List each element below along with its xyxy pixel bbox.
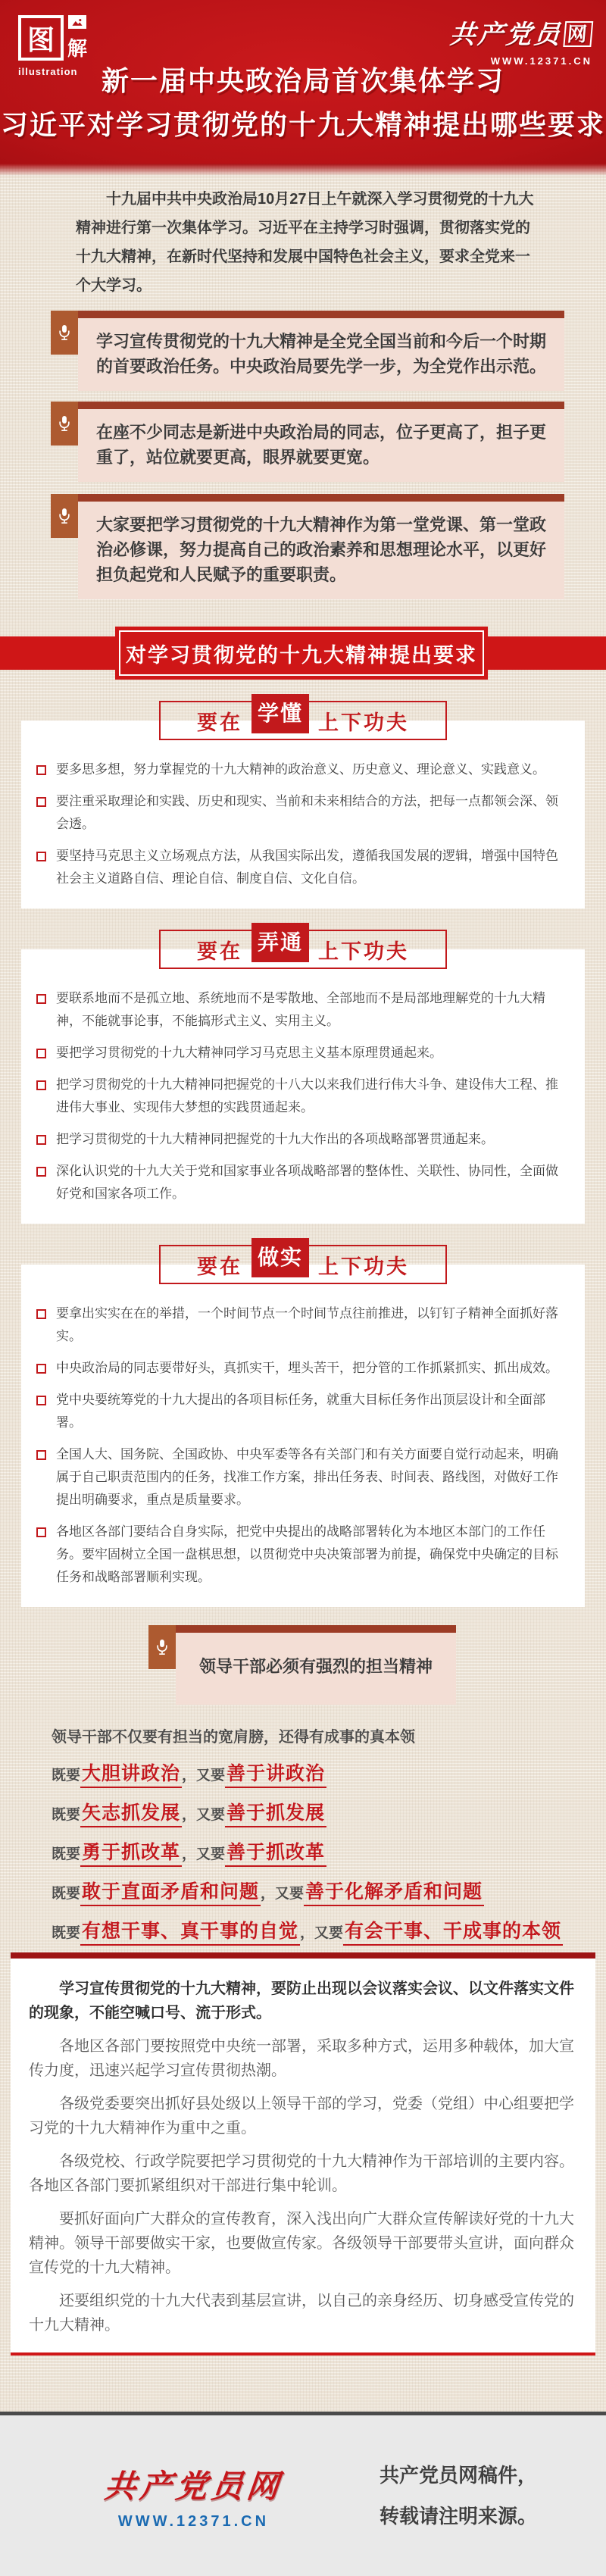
bullet-item — [36, 845, 567, 890]
footer-note-line2: 转载请注明来源。 — [380, 2505, 538, 2528]
bullet-item — [36, 1521, 567, 1589]
pair-strong-2: 有会干事、干成事的本领 — [343, 1921, 563, 1946]
bullet-square-icon — [36, 1135, 46, 1145]
bullet-square-icon — [36, 852, 46, 861]
bullet-square-icon — [36, 1080, 46, 1090]
brand-boxed-char: 网 — [563, 21, 593, 47]
bullet-item — [36, 790, 567, 836]
footer-note — [380, 2455, 537, 2537]
bullet-square-icon — [36, 1167, 46, 1177]
subsection-header-zuoshi — [159, 1245, 447, 1284]
subsection-suffix: 上下功夫 — [318, 1255, 409, 1278]
bullet-square-icon — [36, 1527, 46, 1537]
bullet-text: 要多思多想，努力掌握党的十九大精神的政治意义、历史意义、理论意义、实践意义。 — [56, 762, 545, 777]
quote-card — [51, 311, 564, 391]
page-header — [0, 0, 606, 164]
bullet-square-icon — [36, 994, 46, 1004]
pair-strong-1: 大胆讲政治 — [80, 1763, 182, 1788]
pair-strong-1: 矢志抓发展 — [80, 1802, 182, 1827]
bullet-item — [36, 1443, 567, 1512]
quote-top-bar — [78, 402, 564, 409]
logo-sub-char: 解 — [67, 37, 88, 60]
duty-lead: 领导干部不仅要有担当的宽肩膀，还得有成事的真本领 — [52, 1729, 415, 1746]
microphone-icon — [57, 414, 72, 433]
content-card — [21, 949, 585, 1224]
bullet-item — [36, 1160, 567, 1205]
bullet-text: 深化认识党的十九大关于党和国家事业各项战略部署的整体性、关联性、协同性，全面做好党和国家各项工作。 — [56, 1164, 558, 1201]
closing-paragraph: 各级党校、行政学院要把学习贯彻党的十九大精神作为干部培训的主要内容。各地区各部门要抓紧组织对干部进行集中轮训。 — [29, 2153, 574, 2194]
quote-body — [78, 402, 564, 482]
quote-body — [78, 494, 564, 599]
pair-strong-2: 善于抓改革 — [225, 1842, 326, 1867]
closing-paragraph: 各级党委要突出抓好县处级以上领导干部的学习，党委（党组）中心组要把学习党的十九大精神作为重中之重。 — [29, 2096, 574, 2137]
brand-name-text: 共产党员 — [448, 20, 564, 49]
subsection-header-xuedong — [159, 701, 447, 740]
bullet-text: 要把学习贯彻党的十九大精神同学习马克思主义基本原理贯通起来。 — [56, 1046, 442, 1060]
content-card — [21, 721, 585, 908]
pair-strong-1: 敢于直面矛盾和问题 — [80, 1881, 261, 1906]
closing-paragraph: 学习宣传贯彻党的十九大精神，要防止出现以会议落实会议、以文件落实文件的现象，不能空喊口号、流于形式。 — [29, 1980, 574, 2021]
intro-paragraph: 十九届中共中央政治局10月27日上午就深入学习贯彻党的十九大精神进行第一次集体学习。习近平在主持学习时强调，贯彻落实党的十九大精神，在新时代坚持和发展中国特色社会主义，要求全党来一个大学习。 — [76, 191, 534, 294]
bullet-square-icon — [36, 1049, 46, 1058]
duty-title: 领导干部必须有强烈的担当精神 — [176, 1633, 456, 1705]
subsection-prefix: 要在 — [196, 939, 242, 963]
bullet-square-icon — [36, 1364, 46, 1374]
footer-logo — [102, 2462, 285, 2531]
bullet-square-icon — [36, 1396, 46, 1405]
pair-strong-2: 善于化解矛盾和问题 — [304, 1881, 484, 1906]
quote-body — [176, 1625, 456, 1705]
quote-top-bar — [78, 311, 564, 318]
bullet-text: 各地区各部门要结合自身实际，把党中央提出的战略部署转化为本地区本部门的工作任务。要牢固树立全国一盘棋思想，以贯彻党中央决策部署为前提，确保党中央确定的目标任务和战略部署顺利实现。 — [56, 1524, 558, 1584]
banner-title: 对学习贯彻党的十九大精神提出要求 — [119, 630, 484, 676]
bullet-item — [36, 1074, 567, 1119]
microphone-icon-box — [51, 402, 78, 445]
duty-pair-line — [52, 1877, 606, 1904]
subsection-header-nongtong — [159, 930, 447, 969]
bullet-item — [36, 1357, 567, 1380]
subsection-suffix: 上下功夫 — [318, 939, 409, 963]
duty-pair-line — [52, 1916, 606, 1943]
bullet-item — [36, 1389, 567, 1434]
microphone-icon-box — [148, 1625, 176, 1669]
duty-pair-line — [52, 1798, 606, 1825]
brand-url: WWW.12371.CN — [490, 55, 592, 67]
pair-prefix: 既要 — [52, 1925, 81, 1941]
bullet-item — [36, 987, 567, 1033]
microphone-icon — [57, 324, 72, 342]
closing-card — [11, 1952, 595, 2356]
footer-wrap — [0, 2412, 606, 2576]
image-icon — [68, 15, 86, 29]
pair-mid: ，又要 — [182, 1846, 226, 1862]
bullet-item — [36, 1302, 567, 1348]
logo-main-char: 图 — [18, 15, 64, 61]
header-fade — [0, 164, 606, 176]
microphone-icon — [57, 507, 72, 525]
bullet-text: 全国人大、国务院、全国政协、中央军委等各有关部门和有关方面要自觉行动起来，明确属于自己职责范围内的任务，找准工作方案，排出任务表、时间表、路线图，对做好工作提出明确要求，重点是质量要求。 — [56, 1447, 558, 1507]
bullet-square-icon — [36, 797, 46, 807]
footer-brand-script: 共产党员网 — [102, 2468, 285, 2504]
bullet-square-icon — [36, 765, 46, 775]
closing-paragraph: 还要组织党的十九大代表到基层宣讲，以自己的亲身经历、切身感受宣传党的十九大精神。 — [29, 2293, 574, 2334]
bullet-text: 要注重采取理论和实践、历史和现实、当前和未来相结合的方法，把每一点都领会深、领会透。 — [56, 794, 558, 831]
duty-pair-line — [52, 1758, 606, 1786]
bullet-item — [36, 1128, 567, 1151]
duty-quote-card — [148, 1625, 456, 1705]
pair-mid: ，又要 — [261, 1886, 305, 1902]
bullet-text: 把学习贯彻党的十九大精神同把握党的十九大作出的各项战略部署贯通起来。 — [56, 1132, 494, 1146]
pair-strong-1: 勇于抓改革 — [80, 1842, 182, 1867]
footer-brand-url: WWW.12371.CN — [117, 2512, 270, 2530]
bullet-text: 党中央要统筹党的十九大提出的各项目标任务，就重大目标任务作出顶层设计和全面部署。 — [56, 1393, 545, 1430]
quote-text: 学习宣传贯彻党的十九大精神是全党全国当前和今后一个时期的首要政治任务。中央政治局要先学一步，为全党作出示范。 — [78, 318, 564, 391]
bullet-text: 要联系地而不是孤立地、系统地而不是零散地、全部地而不是局部地理解党的十九大精神，不能就事论事，不能搞形式主义、实用主义。 — [56, 991, 545, 1028]
quote-card — [51, 402, 564, 482]
pair-mid: ，又要 — [182, 1807, 226, 1823]
keyword-badge: 学懂 — [251, 694, 309, 733]
pair-strong-2: 善于抓发展 — [225, 1802, 326, 1827]
quote-text: 大家要把学习贯彻党的十九大精神作为第一堂党课、第一堂政治必修课，努力提高自己的政治素养和思想理论水平，以更好担负起党和人民赋予的重要职责。 — [78, 502, 564, 599]
quote-body — [78, 311, 564, 391]
duty-pair-line — [52, 1837, 606, 1865]
closing-paragraph: 要抓好面向广大群众的宣传教育，深入浅出向广大群众宣传解读好党的十九大精神。领导干部要做实干家，也要做宣传家。各级领导干部要带头宣讲，面向群众宣传党的十九大精神。 — [29, 2211, 574, 2276]
pair-prefix: 既要 — [52, 1807, 81, 1823]
bullet-item — [36, 758, 567, 781]
footer-note-line1: 共产党员网稿件， — [380, 2464, 538, 2487]
subsection-suffix: 上下功夫 — [318, 711, 409, 734]
bullet-text: 中央政治局的同志要带好头，真抓实干，埋头苦干，把分管的工作抓紧抓实、抓出成效。 — [56, 1361, 558, 1375]
logo-caption: illustration — [18, 66, 78, 77]
bullet-text: 把学习贯彻党的十九大精神同把握党的十八大以来我们进行伟大斗争、建设伟大工程、推进伟大事业、实现伟大梦想的实践贯通起来。 — [56, 1077, 558, 1114]
microphone-icon-box — [51, 311, 78, 355]
page-title-line2: 习近平对学习贯彻党的十九大精神提出哪些要求 — [0, 109, 605, 140]
bullet-text: 要坚持马克思主义立场观点方法，从我国实际出发，遵循我国发展的逻辑，增强中国特色社会主义道路自信、理论自信、制度自信、文化自信。 — [56, 849, 558, 886]
microphone-icon-box — [51, 494, 78, 538]
pair-mid: ，又要 — [182, 1768, 226, 1784]
brand-script — [448, 14, 594, 51]
quote-top-bar — [78, 494, 564, 502]
keyword-badge: 弄通 — [251, 923, 309, 962]
quote-top-bar — [176, 1625, 456, 1633]
pair-prefix: 既要 — [52, 1768, 81, 1784]
subsection-prefix: 要在 — [196, 711, 242, 734]
subsection-prefix: 要在 — [196, 1255, 242, 1278]
quote-text: 在座不少同志是新进中央政治局的同志，位子更高了，担子更重了，站位就要更高，眼界就要更宽。 — [78, 409, 564, 482]
pair-mid: ，又要 — [300, 1925, 344, 1941]
tujie-logo-row — [18, 15, 91, 61]
content-card — [21, 1265, 585, 1607]
page-footer — [0, 2415, 606, 2576]
closing-paragraph: 各地区各部门要按照党中央统一部署，采取多种方式，运用多种载体，加大宣传力度，迅速兴起学习宣传贯彻热潮。 — [29, 2038, 574, 2079]
microphone-icon — [155, 1638, 170, 1656]
section-banner — [0, 627, 606, 680]
keyword-badge: 做实 — [251, 1238, 309, 1277]
page-title-line1: 新一届中央政治局首次集体学习 — [101, 65, 504, 96]
pair-strong-1: 有想干事、真干事的自觉 — [80, 1921, 300, 1946]
bullet-text: 要拿出实实在在的举措，一个时间节点一个时间节点往前推进，以钉钉子精神全面抓好落实。 — [56, 1306, 558, 1343]
pair-strong-2: 善于讲政治 — [225, 1763, 326, 1788]
page-title — [0, 59, 606, 147]
bullet-item — [36, 1042, 567, 1064]
tujie-logo-col — [67, 15, 87, 61]
pair-prefix: 既要 — [52, 1886, 81, 1902]
banner-box — [115, 627, 488, 680]
quote-card — [51, 494, 564, 599]
bullet-square-icon — [36, 1450, 46, 1460]
bullet-square-icon — [36, 1309, 46, 1319]
pair-prefix: 既要 — [52, 1846, 81, 1862]
